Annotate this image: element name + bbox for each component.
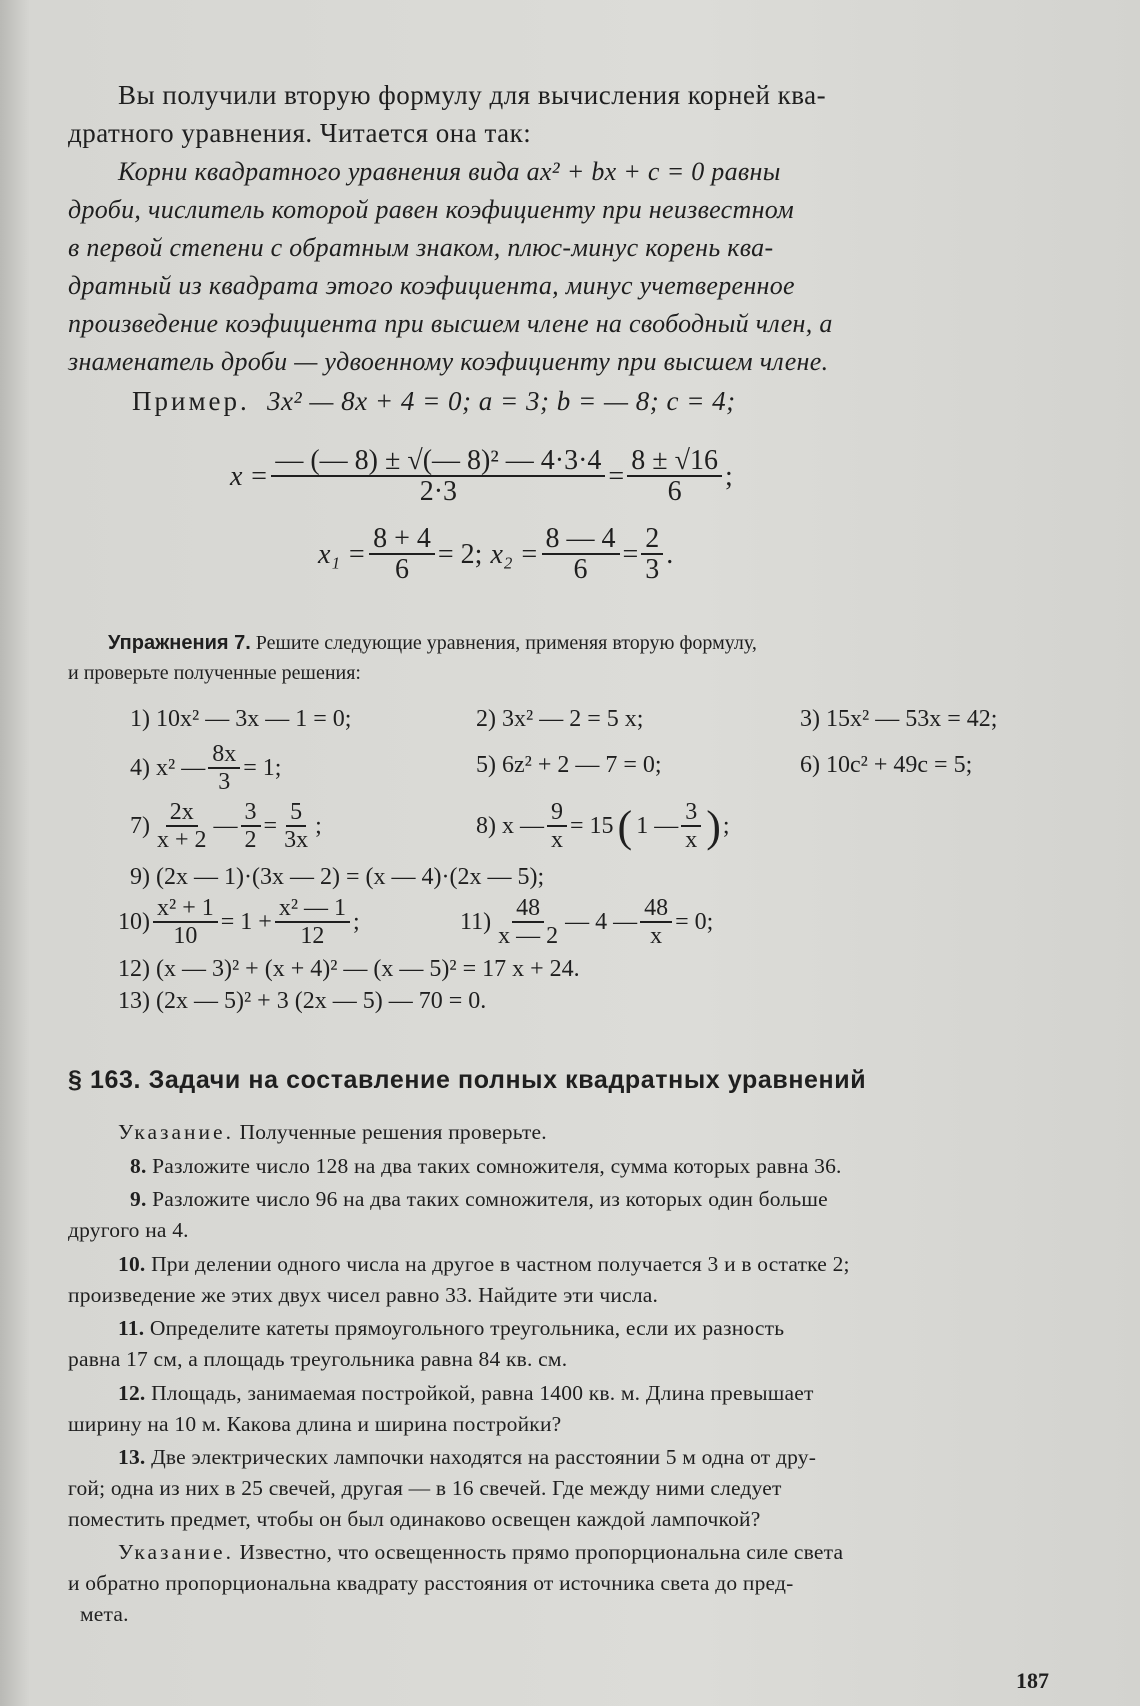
exercise-7-minus: —	[213, 813, 238, 840]
section-heading: § 163. Задачи на составление полных квадратных уравнений	[68, 1066, 867, 1094]
formula-simplified-fraction	[627, 446, 722, 508]
rule-line-4: дратный из квадрата этого коэфициента, минус учетверенное	[68, 271, 795, 300]
exercise-7	[130, 800, 322, 854]
rule-line-2: дроби, числитель которой равен коэфициенту при неизвестном	[68, 195, 794, 224]
exercise-11-den-1: x — 2	[498, 923, 559, 950]
formula-semicolon: ;	[724, 461, 733, 493]
exercise-10-fraction-1	[153, 896, 218, 950]
exercise-11-b: — 4 —	[565, 909, 638, 936]
rule-line-3: в первой степени с обратным знаком, плюс-минус корень ква-	[68, 233, 774, 262]
exercise-4-denominator: 3	[218, 769, 231, 796]
exercise-4-numerator: 8x	[208, 742, 240, 769]
exercise-8-end: ;	[722, 813, 730, 840]
exercise-11-num-2: 48	[640, 896, 672, 923]
task-11-number: 11.	[118, 1316, 145, 1340]
exercise-title: Упражнения 7.	[108, 632, 251, 654]
x2-fraction	[542, 524, 620, 586]
exercise-11-a: 11)	[460, 909, 492, 936]
task-9-line-2: другого на 4.	[68, 1218, 189, 1242]
x1-fraction	[369, 524, 435, 586]
exercise-7-fraction-2	[241, 800, 261, 854]
task-13-line-3: поместить предмет, чтобы он был одинаково освещен каждой лампочкой?	[68, 1507, 761, 1531]
exercise-3: 3) 15x² — 53x = 42;	[800, 706, 998, 732]
exercise-10-b: = 1 +	[220, 909, 272, 936]
exercise-text-1: Решите следующие уравнения, применяя вторую формулу,	[255, 632, 757, 654]
x2-numerator: 8 — 4	[542, 524, 620, 555]
task-8	[130, 1154, 842, 1179]
exercise-8-den-1: x	[551, 827, 563, 854]
exercise-10-num-1: x² + 1	[153, 896, 218, 923]
task-9-number: 9.	[130, 1187, 147, 1211]
x2-result-denominator: 3	[645, 554, 660, 586]
exercise-8-num-1: 9	[547, 800, 567, 827]
exercise-5: 5) 6z² + 2 — 7 = 0;	[476, 752, 662, 778]
exercise-8-b: = 15	[570, 813, 614, 840]
exercise-10-a: 10)	[118, 909, 150, 936]
x1-lhs: x₁ =	[318, 539, 367, 571]
exercise-8-a: 8) x —	[476, 813, 544, 840]
example-row	[132, 386, 736, 417]
exercise-9: 9) (2x — 1)·(3x — 2) = (x — 4)·(2x — 5);	[130, 864, 545, 890]
x2-eq: =	[622, 539, 639, 571]
formula-main-denominator: 2·3	[419, 476, 458, 508]
exercise-4-a: 4) x² —	[130, 755, 206, 782]
rule-line-5: произведение коэфициента при высшем члене на свободный член, а	[68, 309, 833, 338]
exercise-10-den-1: 10	[173, 923, 198, 950]
exercise-2: 2) 3x² — 2 = 5 x;	[476, 706, 644, 732]
exercise-7-fraction-3	[280, 800, 312, 854]
x2-lhs: x₂ =	[490, 539, 539, 571]
exercise-text-2: и проверьте полученные решения:	[68, 662, 361, 684]
exercise-6: 6) 10c² + 49c = 5;	[800, 752, 973, 778]
exercise-10-end: ;	[353, 909, 360, 936]
hint-1	[118, 1120, 547, 1145]
exercise-11-end: = 0;	[675, 909, 714, 936]
exercise-8-lparen: (	[617, 802, 633, 852]
hint-1-text: Полученные решения проверьте.	[239, 1120, 547, 1144]
formula-main-fraction	[271, 446, 605, 508]
exercise-10-den-2: 12	[300, 923, 325, 950]
exercise-11	[460, 896, 713, 950]
formula-main-numerator: — (— 8) ± √(— 8)² — 4·3·4	[271, 446, 605, 477]
hint-2-label: Указание.	[118, 1540, 234, 1564]
task-10-line-1: При делении одного числа на другое в частном получается 3 и в остатке 2;	[151, 1252, 850, 1276]
exercise-11-fraction-1	[494, 896, 562, 950]
exercise-7-num-3: 5	[286, 800, 306, 827]
task-11-line-1: Определите катеты прямоугольного треугольника, если их разность	[149, 1316, 785, 1340]
x1-result: = 2;	[437, 539, 483, 571]
task-12-line-1: Площадь, занимаемая постройкой, равна 1400 кв. м. Длина превышает	[151, 1381, 814, 1405]
exercise-7-fraction-1	[153, 800, 211, 854]
exercise-4-b: = 1;	[243, 755, 282, 782]
hint-2	[118, 1540, 843, 1565]
x2-result-numerator: 2	[641, 524, 663, 555]
hint-2-line-3: мета.	[80, 1602, 129, 1626]
formula-simplified-denominator: 6	[667, 476, 682, 508]
exercise-4	[130, 742, 281, 796]
exercise-8-den-2: x	[685, 827, 698, 854]
hint-2-line-1: Известно, что освещенность прямо пропорциональна силе света	[239, 1540, 844, 1564]
hint-2-line-2: и обратно пропорциональна квадрату расстояния от источника света до пред-	[68, 1571, 794, 1595]
exercise-7-end: ;	[315, 813, 322, 840]
task-8-number: 8.	[130, 1154, 147, 1178]
rule-line-1: Корни квадратного уравнения вида ax² + bx + c = 0 равны	[118, 157, 781, 186]
exercise-1: 1) 10x² — 3x — 1 = 0;	[130, 706, 352, 732]
formula-eq-sign: =	[608, 461, 625, 493]
exercise-11-fraction-2	[640, 896, 672, 950]
example-equation: 3x² — 8x + 4 = 0; a = 3; b = — 8; c = 4;	[267, 386, 736, 416]
exercise-intro-line-1	[108, 632, 757, 655]
rule-line-6: знаменатель дроби — удвоенному коэфициенту при высшем члене.	[68, 347, 829, 376]
exercise-8-fraction-1	[547, 800, 567, 854]
exercise-11-den-2: x	[650, 923, 663, 950]
exercise-8-num-2: 3	[681, 800, 701, 827]
x2-denominator: 6	[573, 554, 588, 586]
exercise-10-num-2: x² — 1	[275, 896, 350, 923]
x1-denominator: 6	[394, 554, 409, 586]
exercise-8-fraction-2	[681, 800, 701, 854]
exercise-10	[118, 896, 360, 950]
task-13-line-2: гой; одна из них в 25 свечей, другая — в 16 свечей. Где между ними следует	[68, 1476, 782, 1500]
task-13	[118, 1445, 816, 1470]
task-13-line-1: Две электрических лампочки находятся на расстоянии 5 м одна от дру-	[151, 1445, 817, 1469]
formula-x-lhs: x =	[230, 461, 269, 493]
exercise-7-eq: =	[263, 813, 278, 840]
exercise-8-rparen: )	[706, 802, 721, 852]
task-12-line-2: ширину на 10 м. Какова длина и ширина постройки?	[68, 1412, 562, 1436]
task-12-number: 12.	[118, 1381, 146, 1405]
task-10	[118, 1252, 850, 1277]
exercise-7-a: 7)	[130, 813, 150, 840]
example-label: Пример.	[132, 386, 250, 416]
exercise-8-c: 1 —	[636, 813, 679, 840]
exercise-7-den-3: 3x	[284, 827, 309, 854]
task-8-text: Разложите число 128 на два таких сомножителя, сумма которых равна 36.	[152, 1154, 842, 1178]
task-9	[130, 1187, 828, 1212]
exercise-7-den-1: x + 2	[157, 827, 207, 854]
exercise-4-fraction	[208, 742, 240, 796]
task-11-line-2: равна 17 см, а площадь треугольника равна 84 кв. см.	[68, 1347, 568, 1371]
task-12	[118, 1381, 814, 1406]
page-number: 187	[1016, 1668, 1049, 1693]
task-13-number: 13.	[118, 1445, 146, 1469]
exercise-7-num-1: 2x	[166, 800, 198, 827]
x2-period: .	[666, 539, 674, 571]
task-11	[118, 1316, 784, 1341]
intro-line-1: Вы получили вторую формулу для вычисления корней ква-	[118, 80, 827, 110]
task-10-number: 10.	[118, 1252, 146, 1276]
hint-1-label: Указание.	[118, 1120, 234, 1144]
exercise-12: 12) (x — 3)² + (x + 4)² — (x — 5)² = 17 x + 24.	[118, 956, 580, 982]
intro-line-2: дратного уравнения. Читается она так:	[68, 118, 532, 148]
exercise-7-num-2: 3	[241, 800, 261, 827]
exercise-8	[476, 800, 730, 854]
task-10-line-2: произведение же этих двух чисел равно 33. Найдите эти числа.	[68, 1283, 659, 1307]
exercise-7-den-2: 2	[244, 827, 257, 854]
formula-roots	[318, 524, 673, 586]
exercise-13: 13) (2x — 5)² + 3 (2x — 5) — 70 = 0.	[118, 988, 487, 1014]
x1-numerator: 8 + 4	[369, 524, 435, 555]
x2-result-fraction	[641, 524, 663, 586]
task-9-line-1: Разложите число 96 на два таких сомножителя, из которых один больше	[152, 1187, 828, 1211]
exercise-10-fraction-2	[275, 896, 350, 950]
exercise-11-num-1: 48	[512, 896, 544, 923]
formula-simplified-numerator: 8 ± √16	[627, 446, 722, 477]
formula-x	[230, 446, 733, 508]
